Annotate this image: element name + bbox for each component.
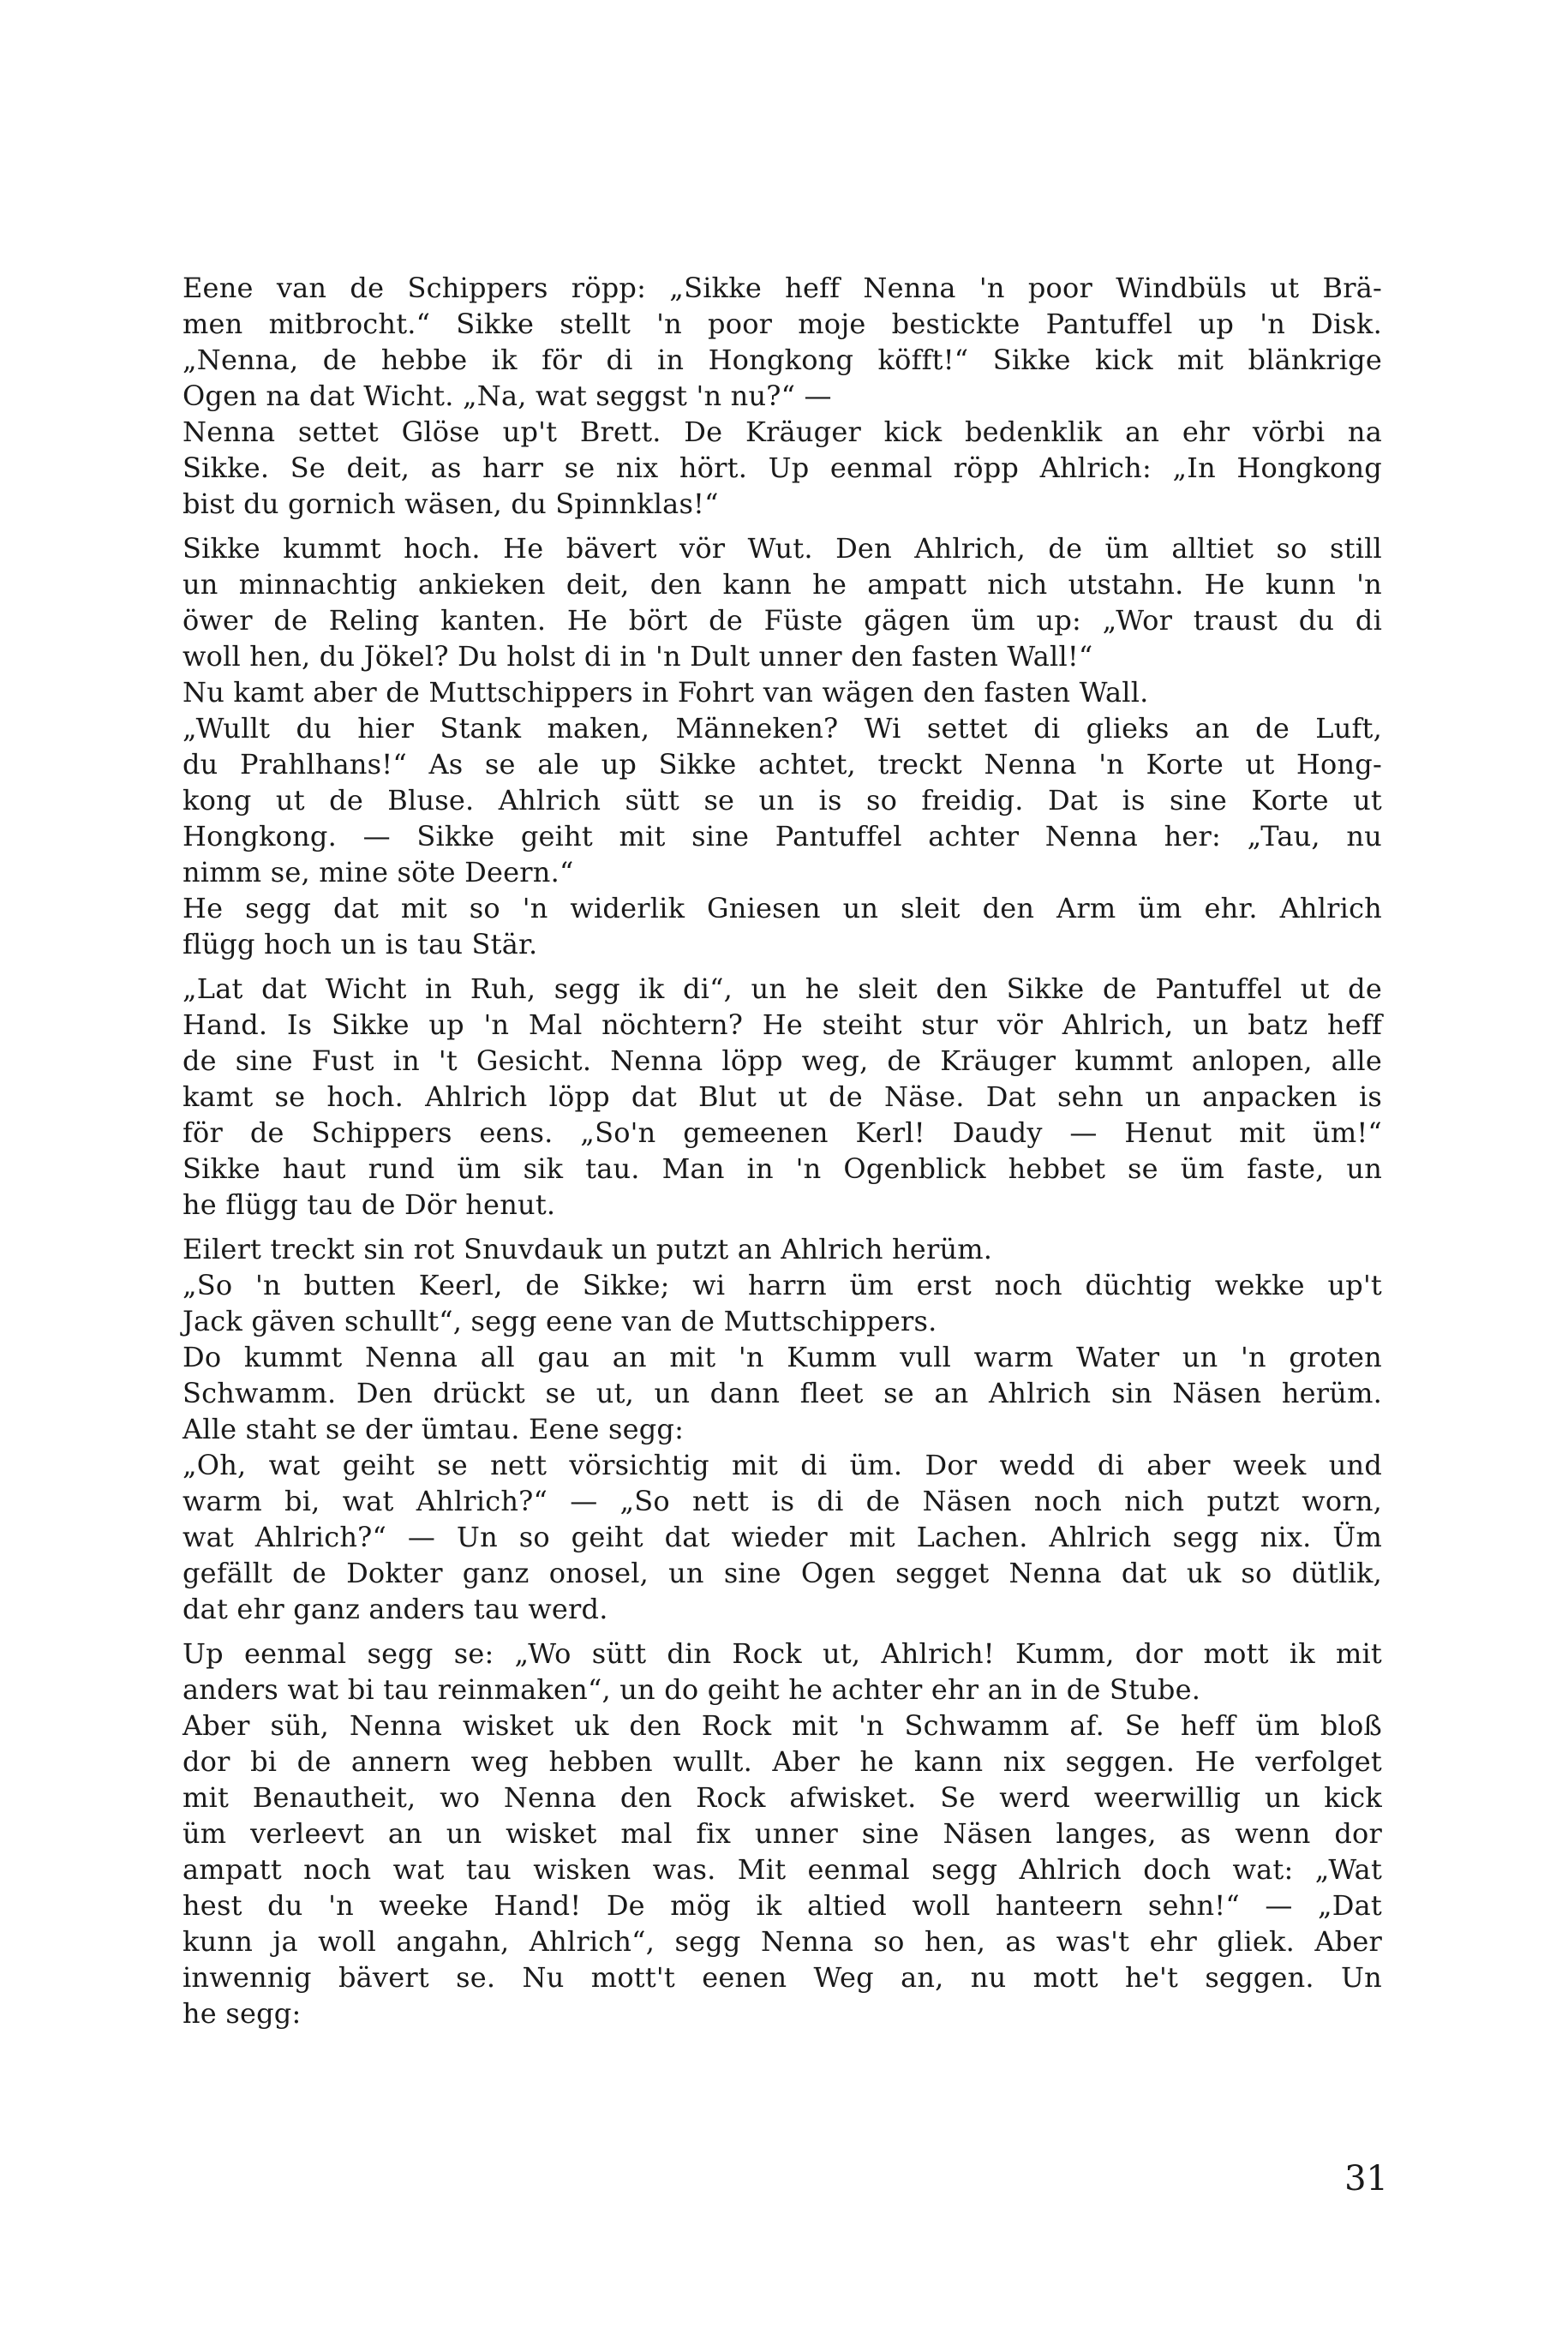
text-line: Ogen na dat Wicht. „Na, wat seggst 'n nu?“ — [183, 380, 832, 412]
page-number: 31 [1344, 2159, 1388, 2198]
text-line: öwer de Reling kanten. He bört de Füste gägen üm up: „Wor traust du di [183, 604, 1382, 637]
text-line: Aber süh, Nenna wisket uk den Rock mit 'n Schwamm af. Se heff üm bloß [183, 1709, 1382, 1742]
text-line: mit Benautheit, wo Nenna den Rock afwisket. Se werd weerwillig un kick [183, 1781, 1382, 1814]
text-line: nimm se, mine söte Deern.“ [183, 856, 574, 888]
text-line: för de Schippers eens. „So'n gemeenen Kerl! Daudy — Henut mit üm!“ [183, 1116, 1382, 1149]
text-line: Do kummt Nenna all gau an mit 'n Kumm vull warm Water un 'n groten [183, 1341, 1382, 1373]
text-line: Hongkong. — Sikke geiht mit sine Pantuffel achter Nenna her: „Tau, nu [183, 820, 1382, 852]
text-line: „Nenna, de hebbe ik för di in Hongkong köfft!“ Sikke kick mit blänkrige [183, 344, 1382, 376]
text-line: wat Ahlrich?“ — Un so geiht dat wieder mit Lachen. Ahlrich segg nix. Üm [183, 1521, 1382, 1553]
text-line: de sine Fust in 't Gesicht. Nenna löpp weg, de Kräuger kummt anlopen, alle [183, 1044, 1382, 1077]
text-line: he flügg tau de Dör henut. [183, 1188, 556, 1221]
text-line: Nu kamt aber de Muttschippers in Fohrt van wägen den fasten Wall. [183, 676, 1149, 709]
text-line: Up eenmal segg se: „Wo sütt din Rock ut, Ahlrich! Kumm, dor mott ik mit [183, 1637, 1382, 1670]
text-line: ampatt noch wat tau wisken was. Mit eenmal segg Ahlrich doch wat: „Wat [183, 1853, 1382, 1886]
text-line: bist du gornich wäsen, du Spinnklas!“ [183, 488, 719, 520]
text-line: dor bi de annern weg hebben wullt. Aber he kann nix seggen. He verfolget [183, 1745, 1382, 1778]
text-line: üm verleevt an un wisket mal fix unner sine Näsen langes, as wenn dor [183, 1817, 1382, 1850]
text-line: kunn ja woll angahn, Ahlrich“, segg Nenna so hen, as was't ehr gliek. Aber [183, 1925, 1382, 1958]
text-line: he segg: [183, 1997, 302, 2030]
text-line: hest du 'n weeke Hand! De mög ik altied woll hanteern sehn!“ — „Dat [183, 1889, 1382, 1922]
text-line: He segg dat mit so 'n widerlik Gniesen un sleit den Arm üm ehr. Ahlrich [183, 892, 1382, 924]
text-line: „Oh, wat geiht se nett vörsichtig mit di üm. Dor wedd di aber week und [183, 1449, 1382, 1481]
text-line: inwennig bävert se. Nu mott't eenen Weg an, nu mott he't seggen. Un [183, 1961, 1382, 1994]
text-line: Sikke kummt hoch. He bävert vör Wut. Den Ahlrich, de üm alltiet so still [183, 532, 1382, 565]
text-line: Alle staht se der ümtau. Eene segg: [183, 1413, 685, 1445]
text-line: men mitbrocht.“ Sikke stellt 'n poor moje bestickte Pantuffel up 'n Disk. [183, 308, 1382, 340]
text-line: Nenna settet Glöse up't Brett. De Kräuger kick bedenklik an ehr vörbi na [183, 416, 1382, 448]
text-line: „So 'n butten Keerl, de Sikke; wi harrn üm erst noch düchtig wekke up't [183, 1269, 1382, 1301]
text-line: kong ut de Bluse. Ahlrich sütt se un is so freidig. Dat is sine Korte ut [183, 784, 1382, 817]
text-line: kamt se hoch. Ahlrich löpp dat Blut ut de Näse. Dat sehn un anpacken is [183, 1080, 1382, 1113]
body-text [183, 270, 1382, 2031]
text-line: Jack gäven schullt“, segg eene van de Muttschippers. [183, 1305, 937, 1337]
paragraph-gap [183, 522, 1382, 530]
text-line: Hand. Is Sikke up 'n Mal nöchtern? He steiht stur vör Ahlrich, un batz heff [183, 1008, 1382, 1041]
text-line: woll hen, du Jökel? Du holst di in 'n Dult unner den fasten Wall!“ [183, 640, 1093, 673]
text-line: „Lat dat Wicht in Ruh, segg ik di“, un he sleit den Sikke de Pantuffel ut de [183, 972, 1382, 1005]
text-line: un minnachtig ankieken deit, den kann he ampatt nich utstahn. He kunn 'n [183, 568, 1382, 601]
text-line: „Wullt du hier Stank maken, Männeken? Wi settet di glieks an de Luft, [183, 712, 1382, 745]
text-line: Eilert treckt sin rot Snuvdauk un putzt an Ahlrich herüm. [183, 1233, 993, 1265]
text-line: anders wat bi tau reinmaken“, un do geiht he achter ehr an in de Stube. [183, 1673, 1201, 1706]
text-line: warm bi, wat Ahlrich?“ — „So nett is di de Näsen noch nich putzt worn, [183, 1485, 1382, 1517]
paragraph-gap [183, 962, 1382, 971]
text-line: Sikke. Se deit, as harr se nix hört. Up eenmal röpp Ahlrich: „In Hongkong [183, 452, 1382, 484]
text-line: gefällt de Dokter ganz onosel, un sine Ogen segget Nenna dat uk so dütlik, [183, 1557, 1382, 1589]
paragraph-gap [183, 1627, 1382, 1636]
text-line: Eene van de Schippers röpp: „Sikke heff Nenna 'n poor Windbüls ut Brä- [183, 272, 1382, 304]
text-line: Sikke haut rund üm sik tau. Man in 'n Ogenblick hebbet se üm faste, un [183, 1152, 1382, 1185]
text-line: dat ehr ganz anders tau werd. [183, 1593, 608, 1625]
text-line: du Prahlhans!“ As se ale up Sikke achtet, treckt Nenna 'n Korte ut Hong- [183, 748, 1382, 781]
paragraph-gap [183, 1223, 1382, 1231]
text-line: flügg hoch un is tau Stär. [183, 928, 538, 960]
text-line: Schwamm. Den drückt se ut, un dann fleet se an Ahlrich sin Näsen herüm. [183, 1377, 1382, 1409]
